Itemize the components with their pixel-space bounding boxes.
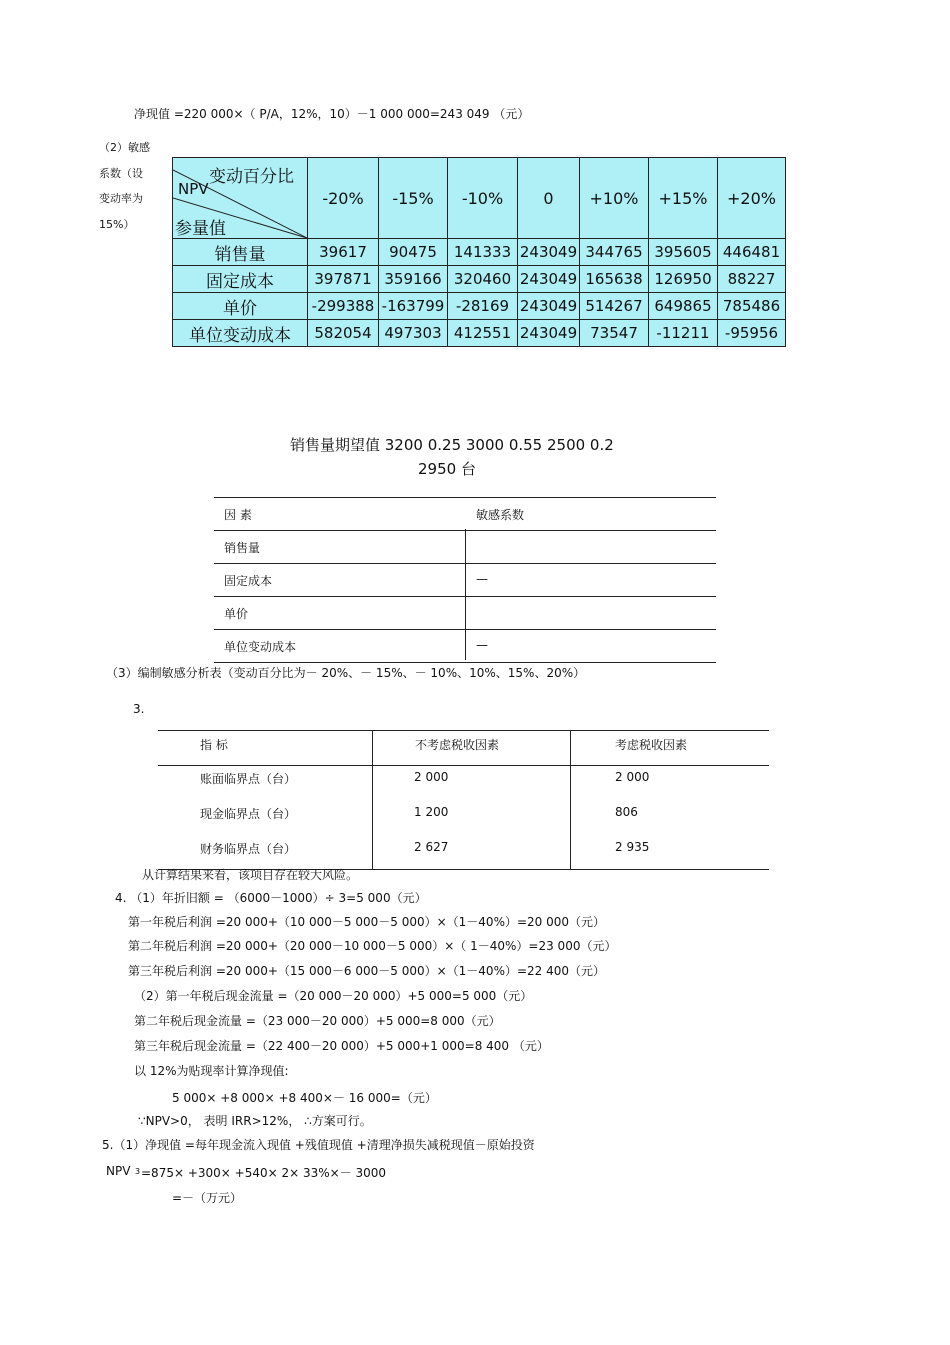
table-cell: -11211 [649,320,718,347]
s4-line-6: 第二年税后现金流量 =（23 000－20 000）+5 000=8 000（元） [134,1014,501,1028]
table-cell: 344765 [580,239,649,266]
column-header: +15% [649,158,718,239]
table-cell: 90475 [379,239,448,266]
value-cell: 1 200 [414,805,449,819]
s5-line-1: 5.（1）净现值 =每年现金流入现值 +残值现值 +清理净损失减税现值－原始投资 [102,1138,535,1152]
table-cell: 649865 [649,293,718,320]
table-cell: 126950 [649,266,718,293]
table-cell: 395605 [649,239,718,266]
s4-line-5: （2）第一年税后现金流量 =（20 000－20 000）+5 000=5 000（元） [134,989,533,1003]
table-cell: 141333 [448,239,518,266]
s5-result: =－（万元） [172,1191,243,1205]
table-header-border [158,765,769,766]
column-header: 0 [518,158,580,239]
s4-line-4: 第三年税后利润 =20 000+（15 000－6 000－5 000）×（1－40%）=22 400（元） [128,964,606,978]
value-cell: 2 935 [615,840,650,854]
side-note-line-4: 15%） [99,218,135,231]
table-cell: 88227 [718,266,786,293]
s5-npv-subscript: 3 [135,1167,141,1176]
s4-line-1: 4. （1）年折旧额 = （6000－1000）÷ 3=5 000（元） [115,891,427,905]
header-npv: NPV [178,180,209,198]
header-change-percent: 变动百分比 [209,167,294,187]
header-with-tax: 考虑税收因素 [615,738,688,752]
header-factor: 因 素 [224,508,252,522]
column-divider [465,529,466,660]
column-header: -15% [379,158,448,239]
item3-line: （3）编制敏感分析表（变动百分比为－ 20%、－ 15%、－ 10%、10%、15%、20%） [106,666,586,680]
table-cell: 497303 [379,320,448,347]
side-note-line-3: 变动率为 [99,192,143,205]
table-cell: 785486 [718,293,786,320]
indicator-cell: 账面临界点（台） [200,772,297,786]
section-3-label: 3. [133,702,145,716]
factor-cell: 单价 [224,607,249,621]
sensitivity-coefficient-table [214,497,716,663]
indicator-cell: 财务临界点（台） [200,842,297,856]
s4-line-3: 第二年税后利润 =20 000+（20 000－10 000－5 000）×（ 1－40%）=23 000（元） [128,939,617,953]
value-cell: 806 [615,805,638,819]
value-cell: 2 000 [414,770,449,784]
column-divider [570,730,571,870]
table-cell: -299388 [308,293,379,320]
table-cell: 514267 [580,293,649,320]
expected-sales-line: 销售量期望值 3200 0.25 3000 0.55 2500 0.2 [290,436,614,454]
s4-line-9: 5 000× +8 000× +8 400×－ 16 000=（元） [172,1091,437,1105]
table-cell: 39617 [308,239,379,266]
indicator-cell: 现金临界点（台） [200,807,297,821]
row-label: 单价 [173,293,308,320]
conclusion-text: 从计算结果来看，该项目存在较大风险。 [142,868,359,882]
s4-line-2: 第一年税后利润 =20 000+（10 000－5 000－5 000）×（1－40%）=20 000（元） [128,915,606,929]
column-header: +10% [580,158,649,239]
header-without-tax: 不考虑税收因素 [415,738,500,752]
coefficient-cell: — [476,638,488,652]
table-cell: 243049 [518,320,580,347]
s5-npv-formula: =875× +300× +540× 2× 33%×－ 3000 [141,1166,387,1180]
row-label: 固定成本 [173,266,308,293]
value-cell: 2 000 [615,770,650,784]
column-divider [372,730,373,870]
header-parameter: 参量值 [175,219,226,239]
diagonal-header-cell [173,158,308,239]
table-border-top [158,730,769,731]
table-cell: 243049 [518,239,580,266]
table-cell: 412551 [448,320,518,347]
npv-formula-line: 净现值 =220 000×（ P/A，12%，10）－1 000 000=243 049 （元） [134,107,530,121]
table-cell: 320460 [448,266,518,293]
s5-npv-label: NPV [106,1164,131,1178]
factor-cell: 单位变动成本 [224,640,297,654]
table-row [173,266,786,293]
row-label: 单位变动成本 [173,320,308,347]
factor-cell: 销售量 [224,541,261,555]
table-cell: 243049 [518,293,580,320]
table-cell: 73547 [580,320,649,347]
column-header: -20% [308,158,379,239]
table-header-row [214,497,716,531]
sensitivity-analysis-table [172,157,786,347]
table-cell: 165638 [580,266,649,293]
table-cell: -163799 [379,293,448,320]
header-indicator: 指 标 [200,738,228,752]
s4-line-8: 以 12%为贴现率计算净现值: [134,1064,289,1078]
row-label: 销售量 [173,239,308,266]
table-row [173,320,786,347]
table-cell: -28169 [448,293,518,320]
table-cell: -95956 [718,320,786,347]
side-note-line-2: 系数（设 [99,167,143,180]
table-cell: 582054 [308,320,379,347]
table-row [173,239,786,266]
table-row [173,293,786,320]
break-even-table [158,730,769,870]
column-header: -10% [448,158,518,239]
factor-cell: 固定成本 [224,574,273,588]
table-cell: 243049 [518,266,580,293]
coefficient-cell: — [476,572,488,586]
header-coefficient: 敏感系数 [476,508,525,522]
column-header: +20% [718,158,786,239]
s4-line-10: ∵NPV>0， 表明 IRR>12%， ∴方案可行。 [138,1114,372,1128]
value-cell: 2 627 [414,840,449,854]
table-cell: 397871 [308,266,379,293]
expected-sales-result: 2950 台 [418,460,476,478]
s4-line-7: 第三年税后现金流量 =（22 400－20 000）+5 000+1 000=8 400 （元） [134,1039,549,1053]
side-note-line-1: （2）敏感 [99,141,150,154]
table-cell: 359166 [379,266,448,293]
table-cell: 446481 [718,239,786,266]
